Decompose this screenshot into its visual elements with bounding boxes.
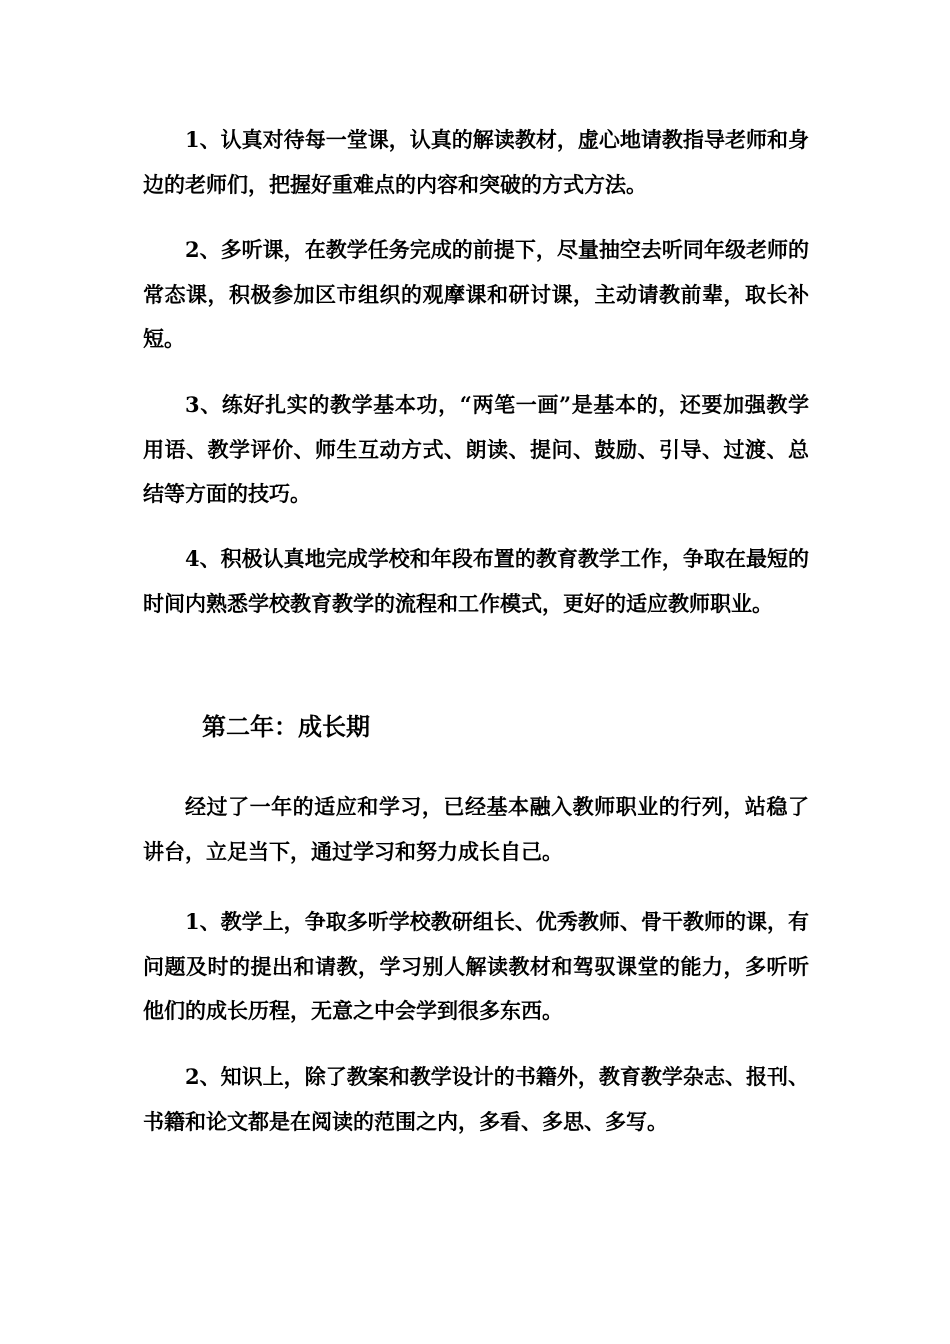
section-intro-paragraph: 经过了一年的适应和学习，已经基本融入教师职业的行列，站稳了讲台，立足当下，通过学习和努力成长自己。 [143, 794, 809, 864]
section-heading-second-year: 第二年：成长期 [202, 713, 370, 741]
paragraph-item-2: 2、多听课，在教学任务完成的前提下，尽量抽空去听同年级老师的常态课，积极参加区市组织的观摩课和研讨课，主动请教前辈，取长补短。 [143, 237, 809, 351]
paragraph-item-3: 3、练好扎实的教学基本功，“两笔一画”是基本的，还要加强教学用语、教学评价、师生互动方式、朗读、提问、鼓励、引导、过渡、总结等方面的技巧。 [143, 392, 809, 506]
section-paragraph-item-1: 1、教学上，争取多听学校教研组长、优秀教师、骨干教师的课，有问题及时的提出和请教，学习别人解读教材和驾驭课堂的能力，多听听他们的成长历程，无意之中会学到很多东西。 [143, 909, 809, 1023]
section-paragraph-item-2: 2、知识上，除了教案和教学设计的书籍外，教育教学杂志、报刊、书籍和论文都是在阅读的范围之内，多看、多思、多写。 [143, 1064, 809, 1134]
paragraph-item-4: 4、积极认真地完成学校和年段布置的教育教学工作，争取在最短的时间内熟悉学校教育教学的流程和工作模式，更好的适应教师职业。 [143, 546, 809, 616]
paragraph-item-1: 1、认真对待每一堂课，认真的解读教材，虚心地请教指导老师和身边的老师们，把握好重难点的内容和突破的方式方法。 [143, 127, 809, 197]
